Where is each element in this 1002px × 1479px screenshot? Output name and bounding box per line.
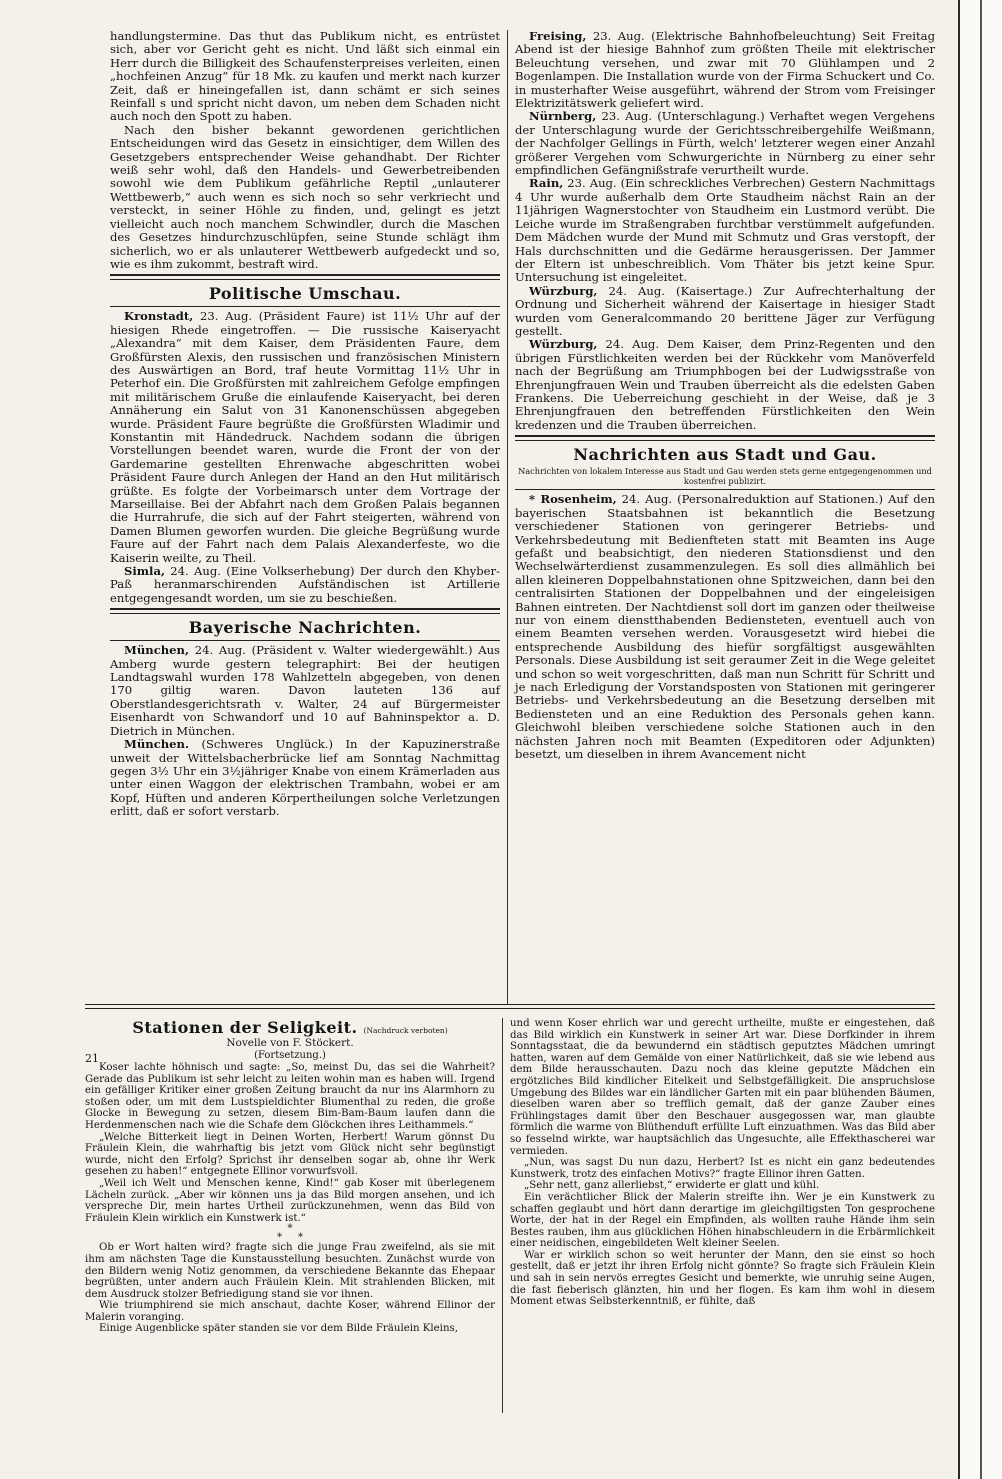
politics-item-kronstadt (110, 310, 500, 565)
novel-paragraph: Koser lachte höhnisch und sagte: „So, meinst Du, das sei die Wahrheit? Gerade das Publikum ist sehr leicht zu leiten wohin man es haben will. Irgend ein gefälliger Kritiker einer großen Zeitung braucht da nur ins Alarmhorn zu stoßen oder, um mit dem Lustspieldichter Blumenthal zu reden, die große Glocke in Bewegung zu setzen, diesem Bim-Bam-Baum laufen dann die Herdenmenschen nach wie die Schafe dem Glöckchen ihres Leithammels.“ (85, 1062, 495, 1131)
novel-paragraph: War er wirklich schon so weit herunter der Mann, den sie einst so hoch gestellt, daß er jetzt ihr ihren Erfolg nicht gönnte? So fragte sich Fräulein Klein und sah in sein nervös erregtes Gesicht und bemerkte, wie unruhig seine Augen, die fast fieberisch glänzten, hin und her flogen. Es kam ihm wohl in diesem Moment etwas Selbsterkenntniß, er fühlte, daß (510, 1249, 935, 1308)
local-news-subtitle: Nachrichten von lokalem Interesse aus Stadt und Gau werden stets gerne entgegengenommen und kostenfrei publizirt. (518, 466, 932, 486)
novel-right-column (510, 1018, 935, 1418)
news-item-wuerzburg-1 (515, 285, 935, 339)
novel-left-column (85, 1018, 495, 1418)
item-text: (Schweres Unglück.) In der Kapuzinerstraße unweit der Wittelsbacherbrücke lief am Sonntag Nachmittag gegen 3½ Uhr ein 3½jähriger Knabe von einem Krämerladen aus unter einen Waggon der elektrischen Trambahn, wobei er am Kopf, Hüften und anderen Körpertheilungen solche Verletzungen erlitt, daß er sofort verstarb. (110, 737, 500, 819)
section-break-asterisks: * * * (277, 1223, 303, 1244)
item-place: Kronstadt, (124, 309, 194, 324)
politics-heading: Politische Umschau. (208, 284, 402, 304)
item-place: Nürnberg, (529, 109, 597, 124)
novel-title: Stationen der Seligkeit. (132, 1018, 358, 1037)
bavaria-heading: Bayerische Nachrichten. (188, 618, 422, 638)
item-place: München, (124, 643, 190, 658)
novel-paragraph: Ob er Wort halten wird? fragte sich die junge Frau zweifelnd, als sie mit ihm am nächsten Tage die Kunstausstellung besuchten. Zunächst wurde von den Bildern wenig Notiz genommen, da verschiedene Bekannte das Ehepaar begrüßten, unter andern auch Fräulein Klein. Mit strahlenden Blicken, mit dem Ausdruck stolzer Befriedigung stand sie vor ihnen. (85, 1242, 495, 1300)
item-text: 24. Aug. Dem Kaiser, dem Prinz-Regenten und den übrigen Fürstlichkeiten werden bei der Rückkehr vom Manöverfeld nach der Begrüßung am Triumphbogen bei der Ludwigsstraße von Ehrenjungfrauen Wein und Trauben überreicht als die edelsten Gaben Frankens. Die Ueberreichung geschieht in der Weise, daß je 3 Ehrenjungfrauen den betreffenden Fürstlichkeiten den Wein kredenzen und die Trauben überreichen. (515, 337, 935, 432)
novel-paragraph: und wenn Koser ehrlich war und gerecht urtheilte, mußte er eingestehen, daß das Bild wirklich ein Kunstwerk in seiner Art war. Diese Dorfkinder in ihrem Sonntagsstaat, die da bewundernd ein städtisch geputztes Mädchen umringt hatten, waren auf dem Gemälde von einer Natürlichkeit, daß sie wie lebend aus dem Bilde herausschauten. Dazu noch das kleine geputzte Mädchen ein ergötzliches Bild kindlicher Eitelkeit und Selbstgefälligkeit. Die anspruchslose Umgebung des Bildes war ein ländlicher Garten mit ein paar blühenden Bäumen, dieselben waren aber so trefflich gemalt, daß der ganze Zauber eines Frühlingstages damit über den Beschauer ausgegossen war, man glaubte förmlich die warme von Blüthenduft erfüllte Luft einzuathmen. Was das Bild aber so fesselnd wirkte, war hauptsächlich das Ungesuchte, alle Effekthascherei war vermieden. (510, 1018, 935, 1157)
novel-header (85, 1018, 495, 1037)
novel-paragraph: Ein verächtlicher Blick der Malerin streifte ihn. Wer je ein Kunstwerk zu schaffen geglaubt und hört dann derartige im gleichgiltigsten Ton gesprochene Worte, der hat in der Regel ein Empfinden, als wollten rauhe Hände ihm sein Bestes rauben, ihm aus glücklichen Höhen hinabschleudern in die Erbärmlichkeit einer neidischen, eingebildeten Welt kleiner Seelen. (510, 1191, 935, 1250)
item-text: 24. Aug. (Präsident v. Walter wiedergewählt.) Aus Amberg wurde gestern telegraphirt: Bei der heutigen Landtagswahl wurden 178 Wahlzetteln abgegeben, von denen 170 giltig waren. Davon lauteten 136 auf Oberstlandesgerichtsrath v. Walter, 24 auf Bürgermeister Eisenhardt von Schwandorf und 10 auf Bahninspektor a. D. Dietrich in München. (110, 643, 500, 738)
item-place: Würzburg, (529, 283, 598, 298)
item-text: 24. Aug. (Eine Volkserhebung) Der durch den Khyber-Paß heranmarschirenden Aufständischen ist Artillerie entgegengesandt worden, um sie zu beschießen. (110, 564, 500, 605)
section-rule (515, 435, 935, 441)
intro-paragraph-2: Nach den bisher bekannt gewordenen gerichtlichen Entscheidungen wird das Gesetz in einsichtiger, dem Willen des Gesetzgebers entsprechender Weise gehandhabt. Der Richter weiß sehr wohl, daß den Handels- und Gewerbetreibenden sowohl wie dem Publikum gefährliche Reptil „unlauterer Wettbewerb,“ auch wenn es sich noch so sehr verkriecht und versteckt, in seiner Höhle zu finden, und, gelingt es jetzt vielleicht auch noch manchem Schwindler, durch die Maschen des Gesetzes hindurchzuschlüpfen, seine Stunde schlägt ihm sicherlich, wo er als unlauterer Wettbewerb aufgedeckt und so, wie es ihm zukommt, bestraft wird. (110, 122, 500, 271)
section-rule (110, 274, 500, 280)
item-text: 23. Aug. (Präsident Faure) ist 11½ Uhr auf der hiesigen Rhede eingetroffen. — Die russische Kaiseryacht „Alexandra“ mit dem Kaiser, dem Präsidenten Faure, dem Großfürsten Alexis, den russischen und französischen Ministern des Auswärtigen an Bord, traf heute Vormittag 11½ Uhr in Peterhof ein. Die Großfürsten mit zahlreichem Gefolge empfingen mit militärischem Gruße die einlaufende Kaiseryacht, bei deren Annäherung ein Salut von 31 Kanonenschüssen abgegeben wurde. Präsident Faure begrüßte die Großfürsten Wladimir und Konstantin mit Händedruck. Nachdem sodann die übrigen Vorstellungen beendet waren, wurde die Front der von der Gardemarine gestellten Ehrenwache abgeschritten wobei Präsident Faure durch Anlegen der Hand an den Hut militärisch grüßte. Es folgte der Vorbeimarsch unter dem Vortrage der Marseillaise. Bei der Abfahrt nach dem Großen Palais begannen die Hurrahrufe, die sich auf der Fahrt steigerten, während von Damen Blumen geworfen wurden. Die gleiche Begrüßung wurde Faure auf der Fahrt nach dem Palais Alexanderfeste, wo die Kaiserin weilte, zu Theil. (110, 309, 500, 565)
item-place: Würzburg, (529, 337, 598, 352)
news-item-wuerzburg-2 (515, 338, 935, 432)
column-divider (507, 30, 508, 1005)
novel-paragraph: „Sehr nett, ganz allerliebst,“ erwiderte er glatt und kühl. (524, 1180, 820, 1192)
item-place: München. (124, 737, 190, 752)
novel-paragraph: Wie triumphirend sie mich anschaut, dachte Koser, während Ellinor der Malerin voranging. (85, 1300, 495, 1323)
intro-paragraph-1: handlungstermine. Das thut das Publikum nicht, es entrüstet sich, aber vor Gericht geht es nicht. Und läßt sich einmal ein Herr durch die Billigkeit des Schaufensterpreises verleiten, einen „hochfeinen Anzug“ für 18 Mk. zu kaufen und merkt nach kurzer Zeit, daß er hineingefallen ist, dann schämt er sich seines Reinfall s und spricht nicht davon, um neben dem Schaden nicht auch noch den Spott zu haben. (110, 29, 500, 124)
novel-paragraph: „Weil ich Welt und Menschen kenne, Kind!“ gab Koser mit überlegenem Lächeln zurück. „Aber wir können uns ja das Bild morgen ansehen, und ich verspreche Dir, mein hartes Urtheil zurückzunehmen, wenn das Bild von Fräulein Klein wirklich ein Kunstwerk ist.“ (85, 1177, 495, 1224)
news-item-rosenheim (515, 493, 935, 761)
novel-paragraph: Einige Augenblicke später standen sie vor dem Bilde Fräulein Kleins, (99, 1323, 458, 1335)
page-edge (958, 0, 1002, 1479)
item-text: 23. Aug. (Ein schreckliches Verbrechen) Gestern Nachmittags 4 Uhr wurde außerhalb dem Orte Staudheim nächst Rain an der 11jährigen Wagnerstochter von Staudheim ein Lustmord verübt. Die Leiche wurde im Straßengraben furchtbar verstümmelt aufgefunden. Dem Mädchen wurde der Mund mit Schmutz und Gras verstopft, der Hals durchschnitten und die Gedärme herausgerissen. Der Jammer der Eltern ist unbeschreiblich. Vom Thäter bis jetzt keine Spur. Untersuchung ist eingeleitet. (515, 176, 935, 285)
reprint-note: (Nachdruck verboten) (363, 1026, 448, 1035)
novel-column-divider (502, 1018, 503, 1413)
politics-item-simla (110, 565, 500, 605)
bavaria-item-2 (110, 738, 500, 818)
left-column (110, 29, 500, 819)
continuation-label: (Fortsetzung.) (254, 1050, 326, 1061)
news-item-nuernberg (515, 110, 935, 177)
item-text: 24. Aug. (Kaisertage.) Zur Aufrechterhaltung der Ordnung und Sicherheit während der Kaisertage in hiesiger Stadt wurden vom Generalcommando 20 berittene Jäger zur Verfügung gestellt. (515, 283, 935, 338)
section-rule (515, 489, 935, 490)
section-rule (110, 306, 500, 307)
section-rule (110, 640, 500, 641)
novel-paragraph: „Nun, was sagst Du nun dazu, Herbert? Ist es nicht ein ganz bedeutendes Kunstwerk, trotz des einfachen Motivs?“ fragte Ellinor ihren Gatten. (510, 1157, 935, 1180)
installment-number: 21 (85, 1052, 99, 1065)
novel-paragraph: „Welche Bitterkeit liegt in Deinen Worten, Herbert! Warum gönnst Du Fräulein Klein, die wahrhaftig bis jetzt vom Glück nicht sehr begünstigt wurde, nicht den Erfolg? Sprichst ihr denselben sogar ab, ohne ihr Werk gesehen zu haben!“ entgegnete Ellinor vorwurfsvoll. (85, 1131, 495, 1178)
bavaria-item-1 (110, 644, 500, 738)
news-item-freising (515, 30, 935, 110)
item-place: * Rosenheim, (529, 492, 617, 507)
item-text: 24. Aug. (Personalreduktion auf Stationen.) Auf den bayerischen Staatsbahnen ist bekanntlich die Besetzung verschiedener Stationen von geringerer Betriebs- und Verkehrsbedeutung mit Bedienfteten statt mit Beamten ins Auge gefaßt und beabsichtigt, den niederen Stationsdienst und den Wechselwärterdienst zusammenzulegen. Es soll dies allmählich bei allen kleineren Doppelbahnstationen ohne Spitzweichen, dann bei den centralisirten Stationen der Doppelbahnen und der eingeleisigen Bahnen eintreten. Der Nachtdienst soll dort im ganzen oder theilweise nur von einem dienstthabenden Bediensteten, eventuell auch von einem Beamten versehen werden. Vorausgesetzt wird hiebei die entsprechende Ausbildung des hiefür sorgfältigst ausgewählten Personals. Diese Ausbildung ist seit geraumer Zeit in die Wege geleitet und schon so weit vorgeschritten, daß man nun Schritt für Schritt und je nach Erledigung der Vorstandsposten von Stationen mit geringerer Betriebs- und Verkehrsbedeutung an die Besetzung derselben mit Bediensteten und an eine Reduktion des Personals gehen kann. Gleichwohl bleiben verschiedene solche Stationen auch in den nächsten Jahren noch mit Beamten (Expeditoren oder Adjunkten) besetzt, um dieselben in ihrem Avancement nicht (515, 492, 935, 762)
item-place: Simla, (124, 564, 165, 579)
right-column (515, 30, 935, 1005)
item-place: Freising, (529, 29, 587, 43)
section-rule (110, 608, 500, 614)
local-news-heading: Nachrichten aus Stadt und Gau. (573, 445, 877, 465)
page-edge-line (980, 0, 982, 1479)
item-place: Rain, (529, 176, 564, 191)
item-text: 23. Aug. (Unterschlagung.) Verhaftet wegen Vergehens der Unterschlagung wurde der Gerichtsschreibergehilfe Weißmann, der Nachfolger Gellings in Fürth, welch' letzterer wegen einer Anzahl größerer Vergehen vom Schwurgerichte in Nürnberg zu einer sehr empfindlichen Gefängnißstrafe verurtheilt wurde. (515, 109, 935, 178)
novel-byline: Novelle von F. Stöckert. (226, 1037, 354, 1049)
item-text: 23. Aug. (Elektrische Bahnhofbeleuchtung) Seit Freitag Abend ist der hiesige Bahnhof zum größten Theile mit elektrischer Beleuchtung versehen, und zwar mit 70 Glühlampen und 2 Bogenlampen. Die Installation wurde von der Firma Schuckert und Co. in musterhafter Weise ausgeführt, während der Strom vom Freisinger Elektrizitätswerk geliefert wird. (515, 29, 935, 111)
news-item-rain (515, 177, 935, 284)
